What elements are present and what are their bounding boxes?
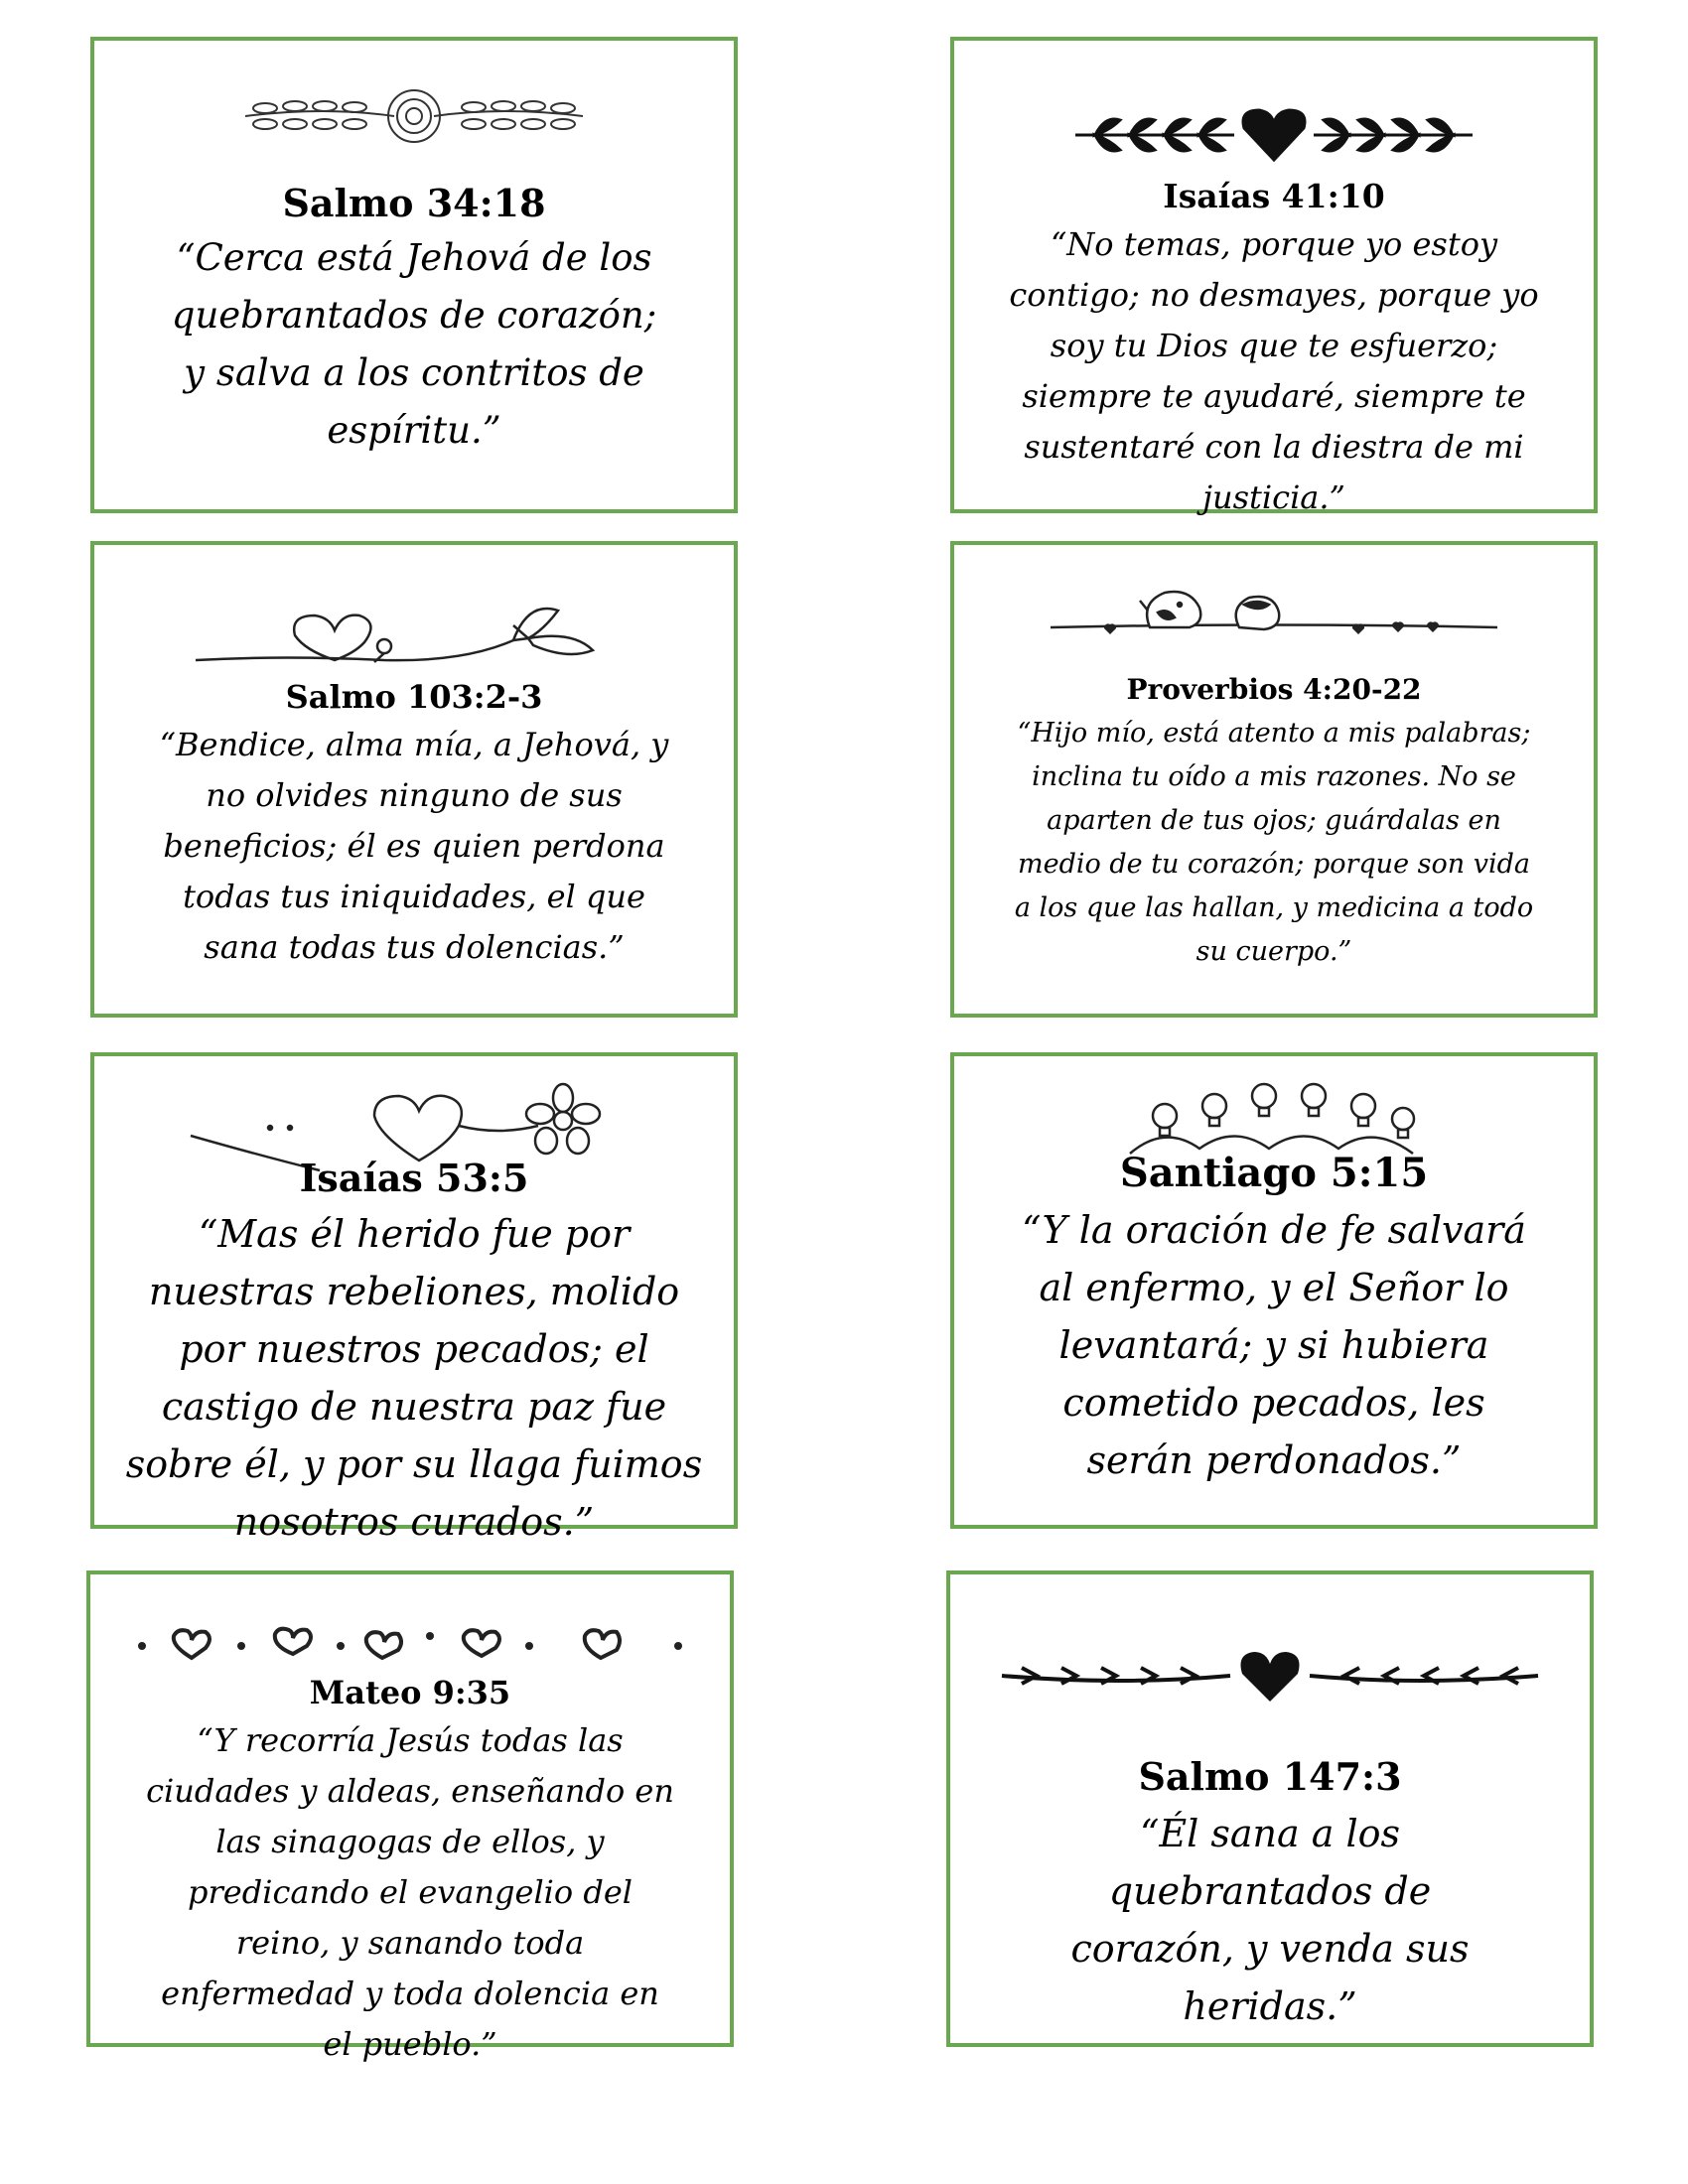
verse-text: “Bendice, alma mía, a Jehová, y no olvides ninguno de sus beneficios; él es quien perdona todas tus iniquidades, el que sana todas tus dolencias.” <box>159 726 669 966</box>
verse-card-mateo-9-35 <box>86 1570 734 2063</box>
verse-card-salmo-103-2-3 <box>90 541 738 1018</box>
birds-on-wire-icon <box>1041 573 1507 652</box>
verse-reference: Isaías 53:5 <box>299 1156 529 1200</box>
verse-text: “Y recorría Jesús todas las ciudades y aldeas, enseñando en las sinagogas de ellos, y predicando el evangelio del reino, y sanando toda enfermedad y toda dolencia en el pueblo.” <box>146 1721 674 2063</box>
verse-text: “Él sana a los quebrantados de corazón, y venda sus heridas.” <box>1070 1812 1470 2028</box>
hearts-and-dots-icon <box>132 1618 688 1668</box>
verse-card-santiago-5-15 <box>950 1052 1598 1529</box>
verse-text: “Cerca está Jehová de los quebrantados de corazón; y salva a los contritos de espíritu.” <box>171 236 657 452</box>
verse-text: “Mas él herido fue por nuestras rebeliones, molido por nuestros pecados; el castigo de nuestra paz fue sobre él, y por su llaga fuimos nosotros curados.” <box>125 1212 703 1544</box>
verse-card-salmo-147-3 <box>946 1570 1594 2047</box>
verse-text: “Hijo mío, está atento a mis palabras; inclina tu oído a mis razones. No se aparten de tus ojos; guárdalas en medio de tu corazón; porque son vida a los que las hallan, y medicina a todo su cuerpo.” <box>1014 718 1534 967</box>
verse-text: “Y la oración de fe salvará al enfermo, y el Señor lo levantará; y si hubiera cometido pecados, les serán perdonados.” <box>1022 1208 1526 1482</box>
arrows-heart-icon <box>992 1646 1548 1706</box>
verse-reference: Salmo 34:18 <box>282 181 546 225</box>
vine-with-rose-icon <box>235 76 593 156</box>
leaf-branches-heart-icon <box>1065 100 1482 170</box>
verse-reference: Isaías 41:10 <box>1163 177 1385 215</box>
verse-card-proverbios-4-20-22 <box>950 541 1598 1018</box>
verse-reference: Proverbios 4:20-22 <box>1126 673 1422 706</box>
verse-card-isaias-53-5 <box>90 1052 738 1544</box>
verse-card-isaias-41-10 <box>950 37 1598 516</box>
verse-reference: Salmo 103:2-3 <box>285 678 543 716</box>
verse-text: “No temas, porque yo estoy contigo; no desmayes, porque yo soy tu Dios que te esfuerzo; siempre te ayudaré, siempre te sustentaré con la diestra de mi justicia.” <box>1009 225 1539 516</box>
verse-card-salmo-34-18 <box>90 37 738 513</box>
verse-reference: Santiago 5:15 <box>1119 1150 1429 1196</box>
verse-reference: Salmo 147:3 <box>1138 1754 1402 1799</box>
verse-reference: Mateo 9:35 <box>309 1674 511 1711</box>
